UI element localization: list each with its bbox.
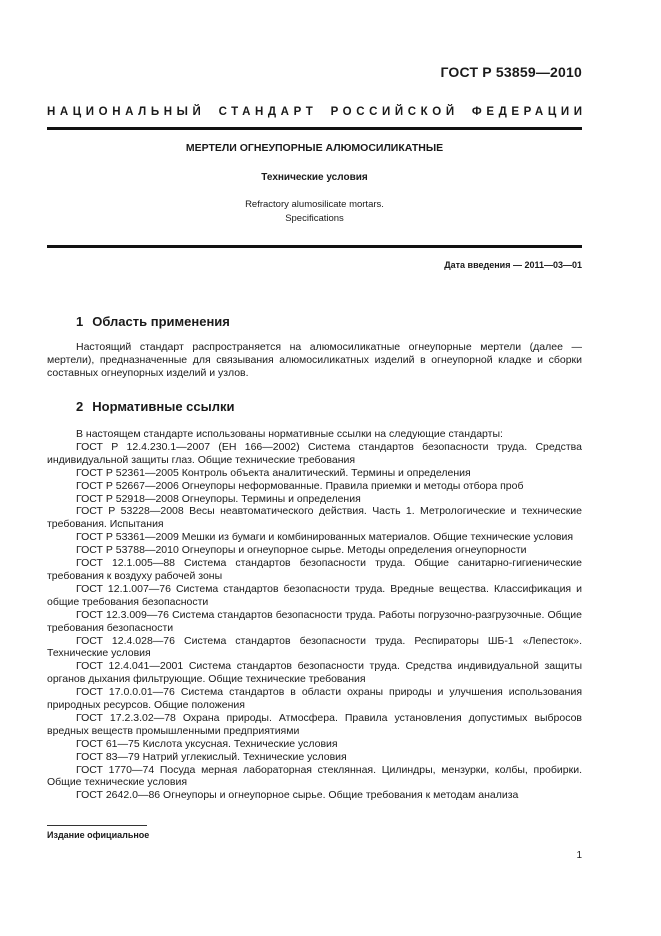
reference-item: ГОСТ 61—75 Кислота уксусная. Технические условия (76, 737, 338, 750)
reference-item: ГОСТ 1770—74 Посуда мерная лабораторная стеклянная. Цилиндры, мензурки, колбы, пробирки. Общие технические условия (47, 763, 582, 789)
reference-item: ГОСТ Р 53228—2008 Весы неавтоматического действия. Часть 1. Метрологические и технические требования. Испытания (47, 505, 582, 531)
national-standard-banner (47, 106, 587, 118)
footer-divider (47, 825, 147, 826)
reference-item: ГОСТ Р 52918—2008 Огнеупоры. Термины и определения (76, 492, 361, 505)
references-intro: В настоящем стандарте использованы нормативные ссылки на следующие стандарты: (76, 428, 503, 440)
document-title: МЕРТЕЛИ ОГНЕУПОРНЫЕ АЛЮМОСИЛИКАТНЫЕ (185, 142, 444, 154)
banner-word: РОССИЙСКОЙ (330, 106, 459, 118)
top-divider (47, 127, 582, 130)
paragraph: Настоящий стандарт распространяется на алюмосиликатные огнеупорные мертели (далее — мертели), предназначенные для связывания алюмосиликатных изделий в огнеупорной кладке и сборки составных огнеупорных изделий и узлов. (47, 341, 582, 379)
banner-word: ФЕДЕРАЦИИ (471, 106, 587, 118)
document-code: ГОСТ Р 53859—2010 (440, 64, 582, 80)
reference-item: ГОСТ 12.3.009—76 Система стандартов безопасности труда. Работы погрузочно-разгрузочные. Общие требования безопасности (47, 608, 582, 634)
title-bottom-divider (47, 245, 582, 248)
reference-item: ГОСТ 12.1.007—76 Система стандартов безопасности труда. Вредные вещества. Классификация и общие требования безопасности (47, 582, 582, 608)
section-number: 1 (76, 314, 84, 329)
reference-item: ГОСТ 2642.0—86 Огнеупоры и огнеупорное сырье. Общие требования к методам анализа (76, 789, 519, 802)
reference-item: ГОСТ 12.1.005—88 Система стандартов безопасности труда. Общие санитарно-гигиенические требования к воздуху рабочей зоны (47, 557, 582, 582)
reference-item: ГОСТ 12.4.041—2001 Система стандартов безопасности труда. Средства индивидуальной защиты органов дыхания фильтрующие. Общие технические требования (47, 660, 582, 686)
section-number: 2 (76, 399, 84, 414)
reference-item: ГОСТ Р 52667—2006 Огнеупоры неформованные. Правила приемки и методы отбора проб (76, 479, 524, 492)
english-title-line: Refractory alumosilicate mortars. (245, 199, 384, 210)
reference-item: ГОСТ 12.4.028—76 Система стандартов безопасности труда. Респираторы ШБ-1 «Лепесток». Технические условия (47, 634, 582, 660)
reference-item: ГОСТ Р 53361—2009 Мешки из бумаги и комбинированных материалов. Общие технические условия (76, 531, 574, 544)
reference-item: ГОСТ Р 52361—2005 Контроль объекта аналитический. Термины и определения (76, 466, 471, 479)
reference-item: ГОСТ 83—79 Натрий углекислый. Технические условия (76, 750, 347, 763)
section-1-heading (76, 314, 230, 329)
section-2-heading (76, 399, 234, 414)
section-1-body (47, 341, 582, 380)
introduction-date: Дата введения — 2011—03—01 (444, 260, 582, 270)
page-number: 1 (576, 850, 582, 861)
edition-note: Издание официальное (47, 830, 150, 840)
banner-word: СТАНДАРТ (218, 106, 318, 118)
reference-item: ГОСТ 17.2.3.02—78 Охрана природы. Атмосфера. Правила установления допустимых выбросов вредных веществ промышленными предприятиями (47, 711, 582, 737)
section-title: Нормативные ссылки (92, 399, 235, 414)
reference-item: ГОСТ 17.0.0.01—76 Система стандартов в области охраны природы и улучшения использования природных ресурсов. Общие положения (47, 686, 582, 712)
english-title (47, 198, 582, 226)
references-list (47, 428, 582, 802)
english-title-line: Specifications (285, 213, 344, 224)
reference-item: ГОСТ Р 53788—2010 Огнеупоры и огнеупорное сырье. Методы определения огнеупорности (76, 544, 527, 557)
reference-item: ГОСТ Р 12.4.230.1—2007 (ЕН 166—2002) Система стандартов безопасности труда. Средства индивидуальной защиты глаз. Общие технические требования (47, 440, 582, 466)
banner-word: НАЦИОНАЛЬНЫЙ (47, 106, 206, 118)
document-subtitle: Технические условия (261, 172, 368, 183)
section-title: Область применения (92, 314, 230, 329)
